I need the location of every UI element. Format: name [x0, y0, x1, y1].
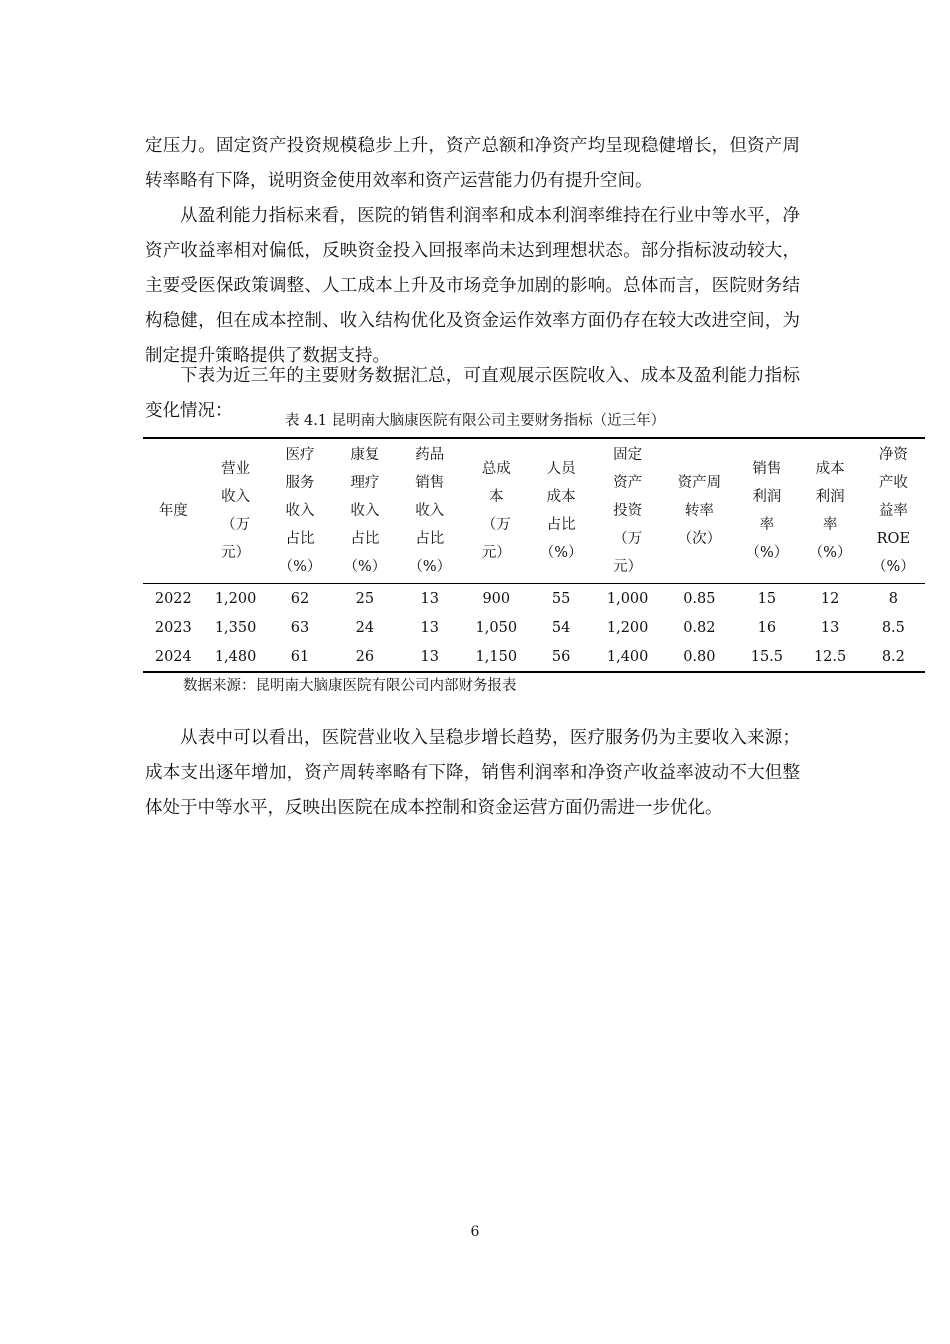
table-cell: 16 [757, 619, 777, 636]
column-header-line: （万 [481, 517, 511, 533]
column-header-line: （%） [745, 545, 789, 561]
table-cell: 0.82 [683, 619, 716, 636]
column-header-line: 占比 [415, 531, 445, 547]
column-header-line: （次） [677, 531, 722, 547]
table-cell: 8 [888, 590, 898, 607]
table-cell: 26 [332, 642, 397, 672]
column-header-line: 营业 [221, 461, 251, 477]
column-header-line: 产收 [878, 475, 908, 491]
table-cell: 0.80 [663, 642, 735, 672]
table-cell: 0.85 [683, 590, 716, 607]
table-cell: 8.5 [881, 619, 905, 636]
column-header-line: 固定 [613, 447, 643, 463]
table-row [143, 613, 925, 642]
column-header-line: 元） [481, 545, 511, 561]
column-header-line: 元） [221, 545, 251, 561]
table-cell: 1,000 [606, 590, 649, 607]
table-cell: 2024 [143, 642, 204, 672]
table-cell: 1,200 [214, 590, 257, 607]
column-header-line: 收入 [350, 503, 380, 519]
column-header [862, 438, 925, 584]
table-row [143, 584, 925, 614]
table-cell: 62 [290, 590, 310, 607]
column-header-line: 元） [613, 559, 643, 575]
column-header [663, 438, 735, 584]
column-header-line: ROE [876, 531, 911, 547]
column-header [592, 438, 664, 584]
column-header [735, 438, 798, 584]
table-cell: 13 [420, 590, 439, 607]
column-header [204, 438, 268, 584]
column-header-line: 占比 [350, 531, 380, 547]
column-header-line: 人员 [546, 461, 576, 477]
table-cell: 54 [551, 619, 571, 636]
table-cell: 12 [820, 590, 840, 607]
table-cell: 1,400 [592, 642, 664, 672]
column-header-line: 成本 [815, 461, 845, 477]
table-cell: 61 [268, 642, 333, 672]
table-cell: 63 [290, 619, 310, 636]
column-header-line: 转率 [684, 503, 714, 519]
column-header-line: （%） [808, 545, 852, 561]
table-cell: 900 [482, 590, 511, 607]
column-header-line: 成本 [546, 489, 576, 505]
column-header-line: 药品 [415, 447, 445, 463]
table-header-row [143, 438, 925, 584]
table-cell: 24 [355, 619, 375, 636]
table-cell: 25 [355, 590, 375, 607]
column-header [332, 438, 397, 584]
column-header-line: （%） [343, 559, 387, 575]
column-header-line: 收入 [221, 489, 251, 505]
column-header-line: （%） [278, 559, 322, 575]
column-header [397, 438, 462, 584]
table-cell: 12.5 [798, 642, 861, 672]
column-header-line: 理疗 [350, 475, 380, 491]
table-cell: 55 [551, 590, 571, 607]
table-cell: 13 [420, 619, 439, 636]
paragraph-profitability: 从盈利能力指标来看，医院的销售利润率和成本利润率维持在行业中等水平，净资产收益率相对偏低，反映资金投入回报率尚未达到理想状态。部分指标波动较大，主要受医保政策调整、人工成本上升及市场竞争加剧的影响。总体而言，医院财务结构稳健，但在成本控制、收入结构优化及资金运作效率方面仍存在较大改进空间，为制定提升策略提供了数据支持。 [145, 205, 800, 366]
table-row [143, 642, 925, 672]
table-cell: 13 [820, 619, 840, 636]
column-header-line: 资产 [613, 475, 643, 491]
column-header-line: （万 [221, 517, 251, 533]
column-header-line: 收入 [285, 503, 315, 519]
table-cell: 1,050 [475, 619, 518, 636]
table-cell: 2023 [154, 619, 192, 636]
financial-table [143, 437, 925, 673]
column-header [798, 438, 861, 584]
column-header-line: 率 [822, 517, 838, 533]
table-body [143, 584, 925, 673]
column-header-line: 康复 [350, 447, 380, 463]
column-header-line: 利润 [815, 489, 845, 505]
paragraph-analysis: 从表中可以看出，医院营业收入呈稳步增长趋势，医疗服务仍为主要收入来源；成本支出逐年增加，资产周转率略有下降，销售利润率和净资产收益率波动不大但整体处于中等水平，反映出医院在成本控制和资金运营方面仍需进一步优化。 [145, 727, 800, 818]
column-header-line: 销售 [752, 461, 782, 477]
column-header-line: 服务 [285, 475, 315, 491]
column-header-line: 资产周 [677, 475, 722, 491]
column-header-line: 年度 [158, 503, 188, 519]
table-cell: 1,350 [214, 619, 257, 636]
column-header-line: （万 [613, 531, 643, 547]
paragraph-intro: 定压力。固定资产投资规模稳步上升，资产总额和净资产均呈现稳健增长，但资产周转率略有下降，说明资金使用效率和资产运营能力仍有提升空间。 [145, 135, 800, 191]
column-header-line: 率 [759, 517, 775, 533]
column-header-line: 销售 [415, 475, 445, 491]
column-header-line: （%） [871, 559, 915, 575]
table-source-note: 数据来源：昆明南大脑康医院有限公司内部财务报表 [183, 678, 517, 694]
column-header-line: 益率 [878, 503, 908, 519]
column-header-line: 收入 [415, 503, 445, 519]
table-cell: 56 [530, 642, 591, 672]
table-cell: 13 [397, 642, 462, 672]
table-cell: 8.2 [862, 642, 925, 672]
column-header-line: 占比 [285, 531, 315, 547]
table-cell: 2022 [154, 590, 192, 607]
table-cell: 15.5 [735, 642, 798, 672]
table-caption: 表 4.1 昆明南大脑康医院有限公司主要财务指标（近三年） [284, 413, 666, 429]
table-cell: 1,200 [606, 619, 649, 636]
column-header-line: 医疗 [285, 447, 315, 463]
column-header-line: 占比 [546, 517, 576, 533]
table-cell: 1,150 [462, 642, 530, 672]
column-header-line: （%） [539, 545, 583, 561]
page-number: 6 [470, 1224, 480, 1240]
column-header [143, 438, 204, 584]
paragraph-table-intro: 下表为近三年的主要财务数据汇总，可直观展示医院收入、成本及盈利能力指标变化情况： [145, 365, 800, 421]
column-header [530, 438, 591, 584]
column-header [462, 438, 530, 584]
column-header-line: 净资 [878, 447, 908, 463]
table-cell: 15 [757, 590, 777, 607]
column-header [268, 438, 333, 584]
column-header-line: 本 [489, 489, 504, 505]
column-header-line: 总成 [481, 461, 511, 477]
table-cell: 1,480 [204, 642, 268, 672]
column-header-line: （%） [408, 559, 452, 575]
column-header-line: 投资 [613, 503, 643, 519]
column-header-line: 利润 [752, 489, 782, 505]
